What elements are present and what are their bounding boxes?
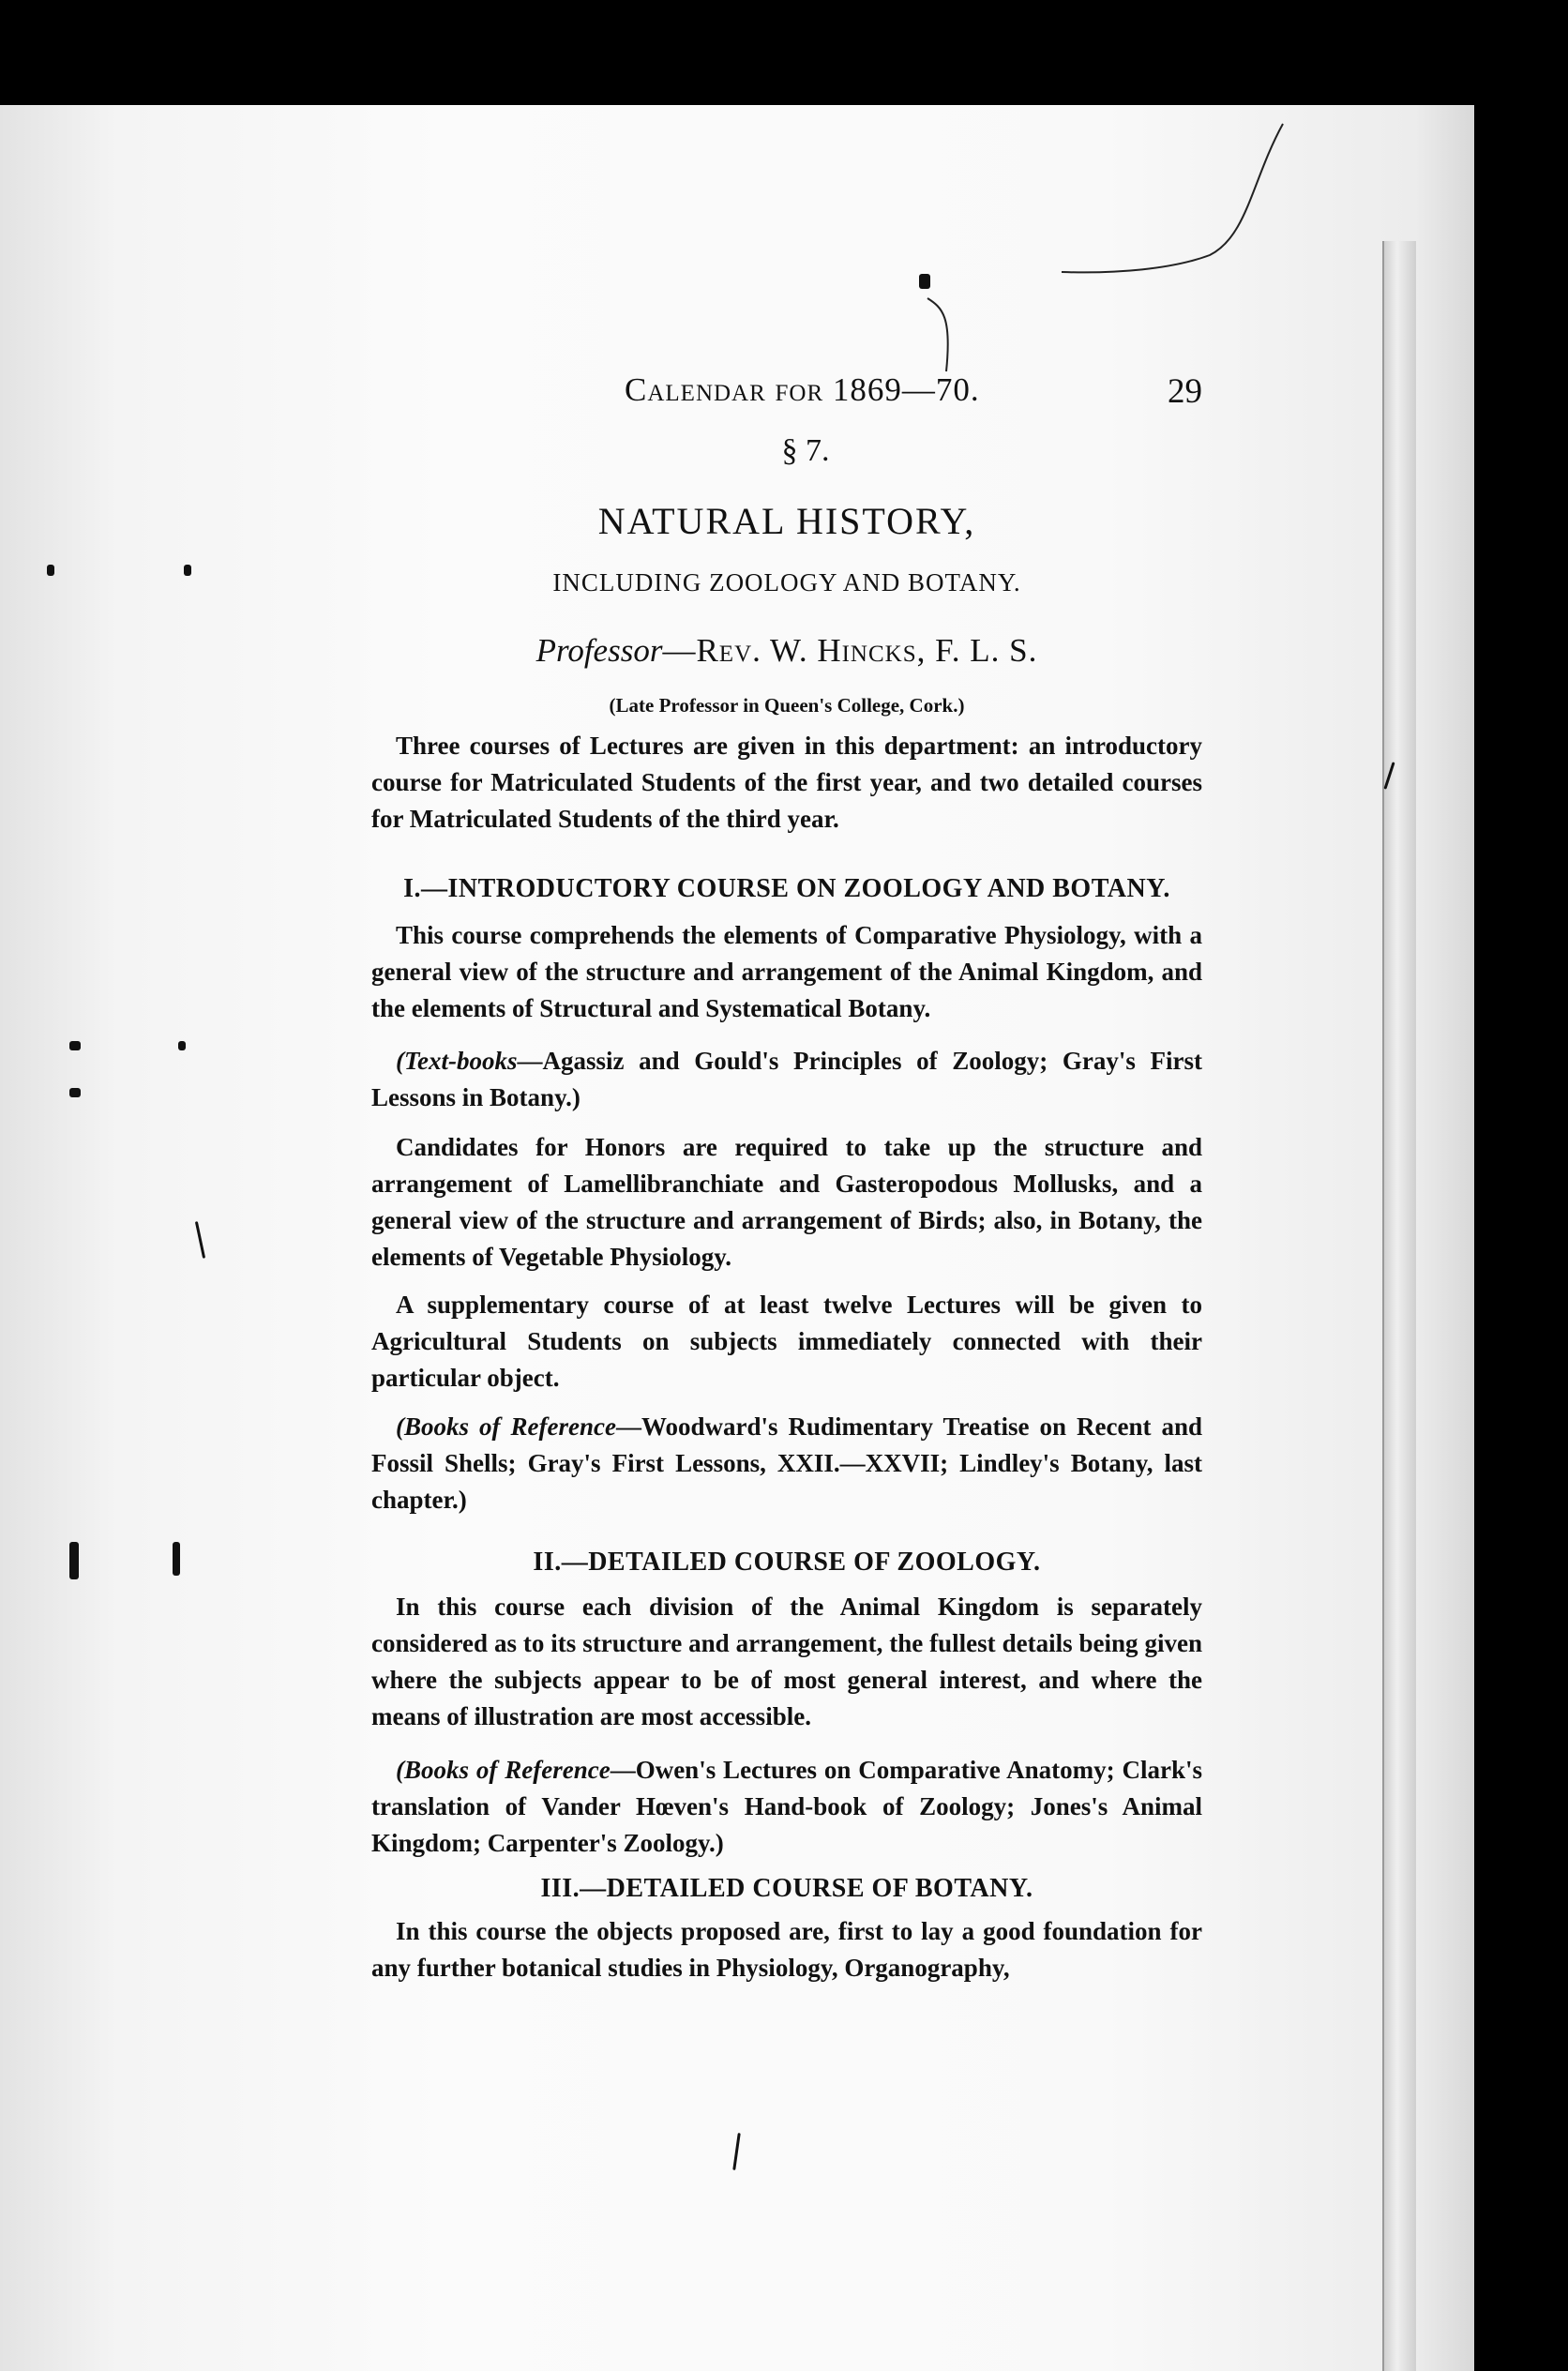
professor-line xyxy=(371,632,1202,670)
course1-paragraph-1: This course comprehends the elements of Comparative Physiology, with a general view of the structure and arrangement of the Animal Kingdom, and the elements of Structural and Systematical Botany. xyxy=(371,921,1202,1022)
professor-note: (Late Professor in Queen's College, Cork.) xyxy=(609,694,965,717)
course2-books-reference xyxy=(371,1752,1202,1862)
professor-name: —Rev. W. Hincks, F. L. S. xyxy=(662,632,1038,669)
course1-heading: I.—INTRODUCTORY COURSE ON ZOOLOGY AND BOTANY. xyxy=(403,874,1170,903)
textbooks-label: (Text-books xyxy=(396,1047,518,1075)
course2-books-label: (Books of Reference xyxy=(396,1756,611,1784)
course1-paragraph-2: Candidates for Honors are required to take up the structure and arrangement of Lamellibranchiate and Gasteropodous Mollusks, and a general view of the structure and arrangement of Birds; also, in Botany, the elements of Vegetable Physiology. xyxy=(371,1133,1202,1271)
ink-stroke-left xyxy=(195,1221,205,1259)
course2-heading: II.—DETAILED COURSE OF ZOOLOGY. xyxy=(533,1548,1041,1577)
intro-paragraph: Three courses of Lectures are given in this department: an introductory course for Matriculated Students of the first year, and two detailed courses for Matriculated Students of the third year. xyxy=(371,732,1202,833)
pen-mark-near-header xyxy=(924,279,961,373)
ink-blot-header xyxy=(919,274,930,289)
section-subtitle: INCLUDING ZOOLOGY AND BOTANY. xyxy=(552,568,1021,597)
ink-blot-margin-1 xyxy=(47,565,54,576)
page-edge-shadow xyxy=(1382,241,1416,2371)
course1-books-label: (Books of Reference xyxy=(396,1412,616,1441)
course3-heading: III.—DETAILED COURSE OF BOTANY. xyxy=(540,1874,1033,1903)
professor-role: Professor xyxy=(535,632,663,669)
running-title: Calendar for 1869—70. xyxy=(625,371,980,408)
course1-paragraph-3: A supplementary course of at least twelve Lectures will be given to Agricultural Students on subjects immediately connected with their particular object. xyxy=(371,1291,1202,1392)
ink-blot-margin-7 xyxy=(173,1542,180,1576)
book-page xyxy=(0,105,1474,2371)
textbooks-text: —Agassiz and Gould's Principles of Zoology; Gray's First Lessons in Botany.) xyxy=(371,1047,1202,1111)
course3-paragraph-1: In this course the objects proposed are, first to lay a good foundation for any further botanical studies in Physiology, Organography, xyxy=(371,1917,1202,1982)
ink-blot-margin-2 xyxy=(184,565,191,576)
section-title: NATURAL HISTORY, xyxy=(597,500,976,542)
running-head xyxy=(371,371,1202,418)
course2-paragraph-1: In this course each division of the Animal Kingdom is separately considered as to its structure and arrangement, the fullest details being given where the subjects appear to be of most general interest, and where the means of illustration are most accessible. xyxy=(371,1593,1202,1730)
course1-textbooks xyxy=(371,1043,1202,1116)
course1-books-text: —Woodward's Rudimentary Treatise on Recent and Fossil Shells; Gray's First Lessons, XXII.—XXVII; Lindley's Botany, last chapter.) xyxy=(371,1412,1202,1514)
ink-blot-margin-5 xyxy=(69,1088,81,1097)
section-mark: § 7. xyxy=(781,433,830,468)
ink-blot-margin-3 xyxy=(69,1041,81,1050)
ink-stroke-bottom xyxy=(732,2133,741,2170)
ink-blot-margin-6 xyxy=(69,1542,79,1579)
page-number: 29 xyxy=(1168,372,1202,411)
course1-books-reference xyxy=(371,1409,1202,1518)
ink-blot-margin-4 xyxy=(178,1041,186,1050)
course2-books-text: —Owen's Lectures on Comparative Anatomy; Clark's translation of Vander Hœven's Hand-book of Zoology; Jones's Animal Kingdom; Carpenter's Zoology.) xyxy=(371,1756,1202,1857)
pen-mark-top-right xyxy=(1060,114,1285,302)
